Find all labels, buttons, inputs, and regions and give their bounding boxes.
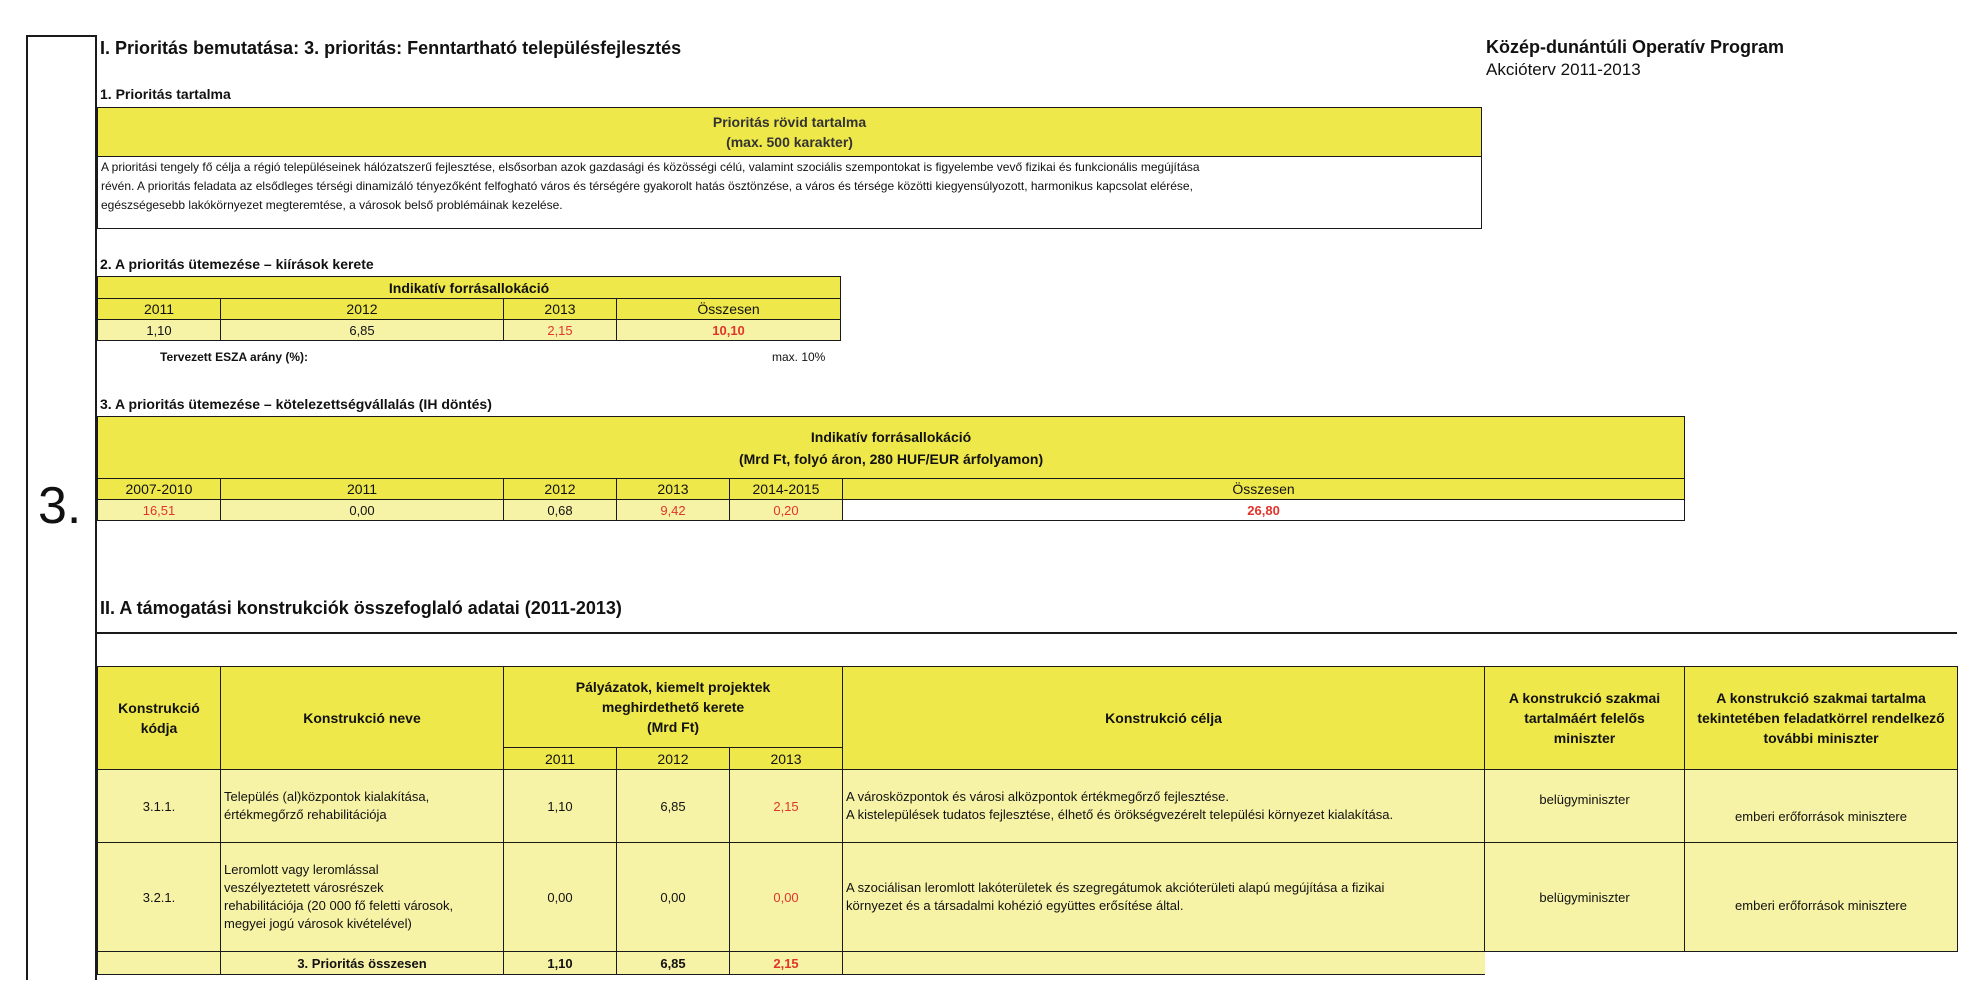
row-value-2011: 1,10 (504, 770, 617, 843)
commitment-value-2012: 0,68 (504, 500, 617, 521)
commitment-header-2013: 2013 (617, 479, 730, 500)
priority-content-table (97, 107, 1482, 229)
calls-value-total: 10,10 (617, 320, 841, 341)
row-value-2012: 0,00 (617, 843, 730, 952)
row-other-minister: emberi erőforrások minisztere (1685, 843, 1958, 952)
plan-name: Akcióterv 2011-2013 (1486, 60, 1641, 79)
row-goal (843, 770, 1485, 843)
commitment-value-2014-2015: 0,20 (730, 500, 843, 521)
section4-title: II. A támogatási konstrukciók összefoglaló adatai (2011-2013) (100, 598, 622, 618)
header-responsible-minister: A konstrukció szakmai tartalmáért felelős miniszter (1485, 667, 1685, 770)
table-row (98, 770, 1958, 843)
header-budget (504, 667, 843, 748)
calls-header-2011: 2011 (98, 299, 221, 320)
row-other-minister: emberi erőforrások minisztere (1685, 770, 1958, 843)
section1-title: 1. Prioritás tartalma (100, 86, 231, 102)
commitment-header-2014-2015: 2014-2015 (730, 479, 843, 500)
total-2012: 6,85 (617, 952, 730, 975)
header-budget-line3: (Mrd Ft) (646, 719, 700, 735)
program-name: Közép-dunántúli Operatív Program (1486, 37, 1785, 57)
header-other-minister: A konstrukció szakmai tartalma tekintetében feladatkörrel rendelkező további miniszter (1685, 667, 1958, 770)
priority-text-line: A prioritási tengely fő célja a régió településeinek hálózatszerű fejlesztése, elsősorban azok gazdasági és közösségi célú, valamint szociális szempontokat is figyelembe vevő fizikai és funkcionális megújítása (101, 160, 1200, 174)
row-name-line: Település (al)központok kialakítása, (224, 789, 430, 804)
row-name-line: értékmegőrző rehabilitációja (224, 807, 387, 822)
row-name (221, 843, 504, 952)
total-goal-empty (843, 952, 1485, 975)
row-name-line: megyei jogú városok kivételével) (224, 916, 412, 931)
row-minister: belügyminiszter (1485, 843, 1685, 952)
priority-text-line: egészségesebb lakókörnyezet megteremtése, a városok belső problémáinak kezelése. (101, 198, 563, 212)
commitment-header-2007-2010: 2007-2010 (98, 479, 221, 500)
calls-value-2012: 6,85 (221, 320, 504, 341)
total-code-empty (98, 952, 221, 975)
calls-header-total: Összesen (617, 299, 841, 320)
row-name-line: veszélyeztetett városrészek (224, 880, 384, 895)
calls-header-2013: 2013 (504, 299, 617, 320)
total-2013: 2,15 (730, 952, 843, 975)
header-year-2011: 2011 (504, 748, 617, 770)
table-row (98, 843, 1958, 952)
total-label: 3. Prioritás összesen (221, 952, 504, 975)
row-name-line: Leromlott vagy leromlással (224, 862, 379, 877)
row-code: 3.2.1. (98, 843, 221, 952)
section4-rule (97, 632, 1957, 634)
left-bracket-top (26, 35, 96, 37)
priority-content-heading-line1: Prioritás rövid tartalma (712, 114, 867, 130)
commitment-title-line2: (Mrd Ft, folyó áron, 280 HUF/EUR árfolyamon) (738, 450, 1044, 467)
calls-table-title: Indikatív forrásallokáció (98, 277, 841, 299)
calls-allocation-table (97, 276, 841, 341)
row-goal-line: A szociálisan leromlott lakóterületek és szegregátumok akcióterületi alapú megújítása a fizikai (846, 880, 1385, 895)
total-2011: 1,10 (504, 952, 617, 975)
section3-title: 3. A prioritás ütemezése – kötelezettségvállalás (IH döntés) (100, 396, 492, 412)
header-construction-goal: Konstrukció célja (843, 667, 1485, 770)
total-minister-empty (1485, 952, 1685, 975)
row-code: 3.1.1. (98, 770, 221, 843)
row-name-line: rehabilitációja (20 000 fő feletti városok, (224, 898, 454, 913)
esza-value: max. 10% (772, 350, 826, 364)
row-goal-line: A kistelepülések tudatos fejlesztése, élhető és örökségvezérelt települési környezet kialakítása. (846, 807, 1394, 822)
section2-title: 2. A prioritás ütemezése – kiírások kerete (100, 256, 374, 272)
row-minister: belügyminiszter (1485, 770, 1685, 843)
page-title: I. Prioritás bemutatása: 3. prioritás: Fenntartható településfejlesztés (100, 38, 682, 58)
priority-text-line: révén. A prioritás feladata az elsődleges térségi dinamizáló tényezőként felfogható város és térségére gyakorolt hatás ösztönzése, a város és térsége közötti kiegyensúlyozott, harmonikus kapcsolat elérése, (101, 179, 1193, 193)
header-budget-line1: Pályázatok, kiemelt projektek (575, 679, 771, 695)
commitment-header-2011: 2011 (221, 479, 504, 500)
row-name (221, 770, 504, 843)
row-goal (843, 843, 1485, 952)
commitment-title-line1: Indikatív forrásallokáció (810, 428, 972, 445)
commitment-value-2013: 9,42 (617, 500, 730, 521)
calls-value-2011: 1,10 (98, 320, 221, 341)
row-value-2013: 0,00 (730, 843, 843, 952)
header-year-2013: 2013 (730, 748, 843, 770)
side-number: 3. (38, 477, 82, 535)
commitment-header-total: Összesen (843, 479, 1685, 500)
commitment-value-2011: 0,00 (221, 500, 504, 521)
commitment-header-2012: 2012 (504, 479, 617, 500)
row-value-2013: 2,15 (730, 770, 843, 843)
row-goal-line: környezet és a társadalmi kohézió együttes erősítése által. (846, 898, 1184, 913)
priority-content-text (98, 157, 1482, 229)
row-value-2012: 6,85 (617, 770, 730, 843)
priority-content-heading-line2: (max. 500 karakter) (726, 134, 853, 150)
header-construction-code: Konstrukció kódja (98, 667, 221, 770)
calls-header-2012: 2012 (221, 299, 504, 320)
commitment-table-title (98, 417, 1685, 479)
total-other-empty (1685, 952, 1958, 975)
commitment-value-2007-2010: 16,51 (98, 500, 221, 521)
esza-label: Tervezett ESZA arány (%): (160, 350, 309, 364)
commitment-value-total: 26,80 (843, 500, 1685, 521)
commitment-allocation-table (97, 416, 1685, 521)
header-construction-name: Konstrukció neve (221, 667, 504, 770)
row-value-2011: 0,00 (504, 843, 617, 952)
priority-content-heading (98, 108, 1482, 157)
row-goal-line: A városközpontok és városi alközpontok értékmegőrző fejlesztése. (846, 789, 1230, 804)
calls-value-2013: 2,15 (504, 320, 617, 341)
left-bracket-vertical (26, 35, 28, 980)
header-budget-line2: meghirdethető kerete (601, 699, 745, 715)
header-year-2012: 2012 (617, 748, 730, 770)
constructions-table (97, 666, 1958, 975)
